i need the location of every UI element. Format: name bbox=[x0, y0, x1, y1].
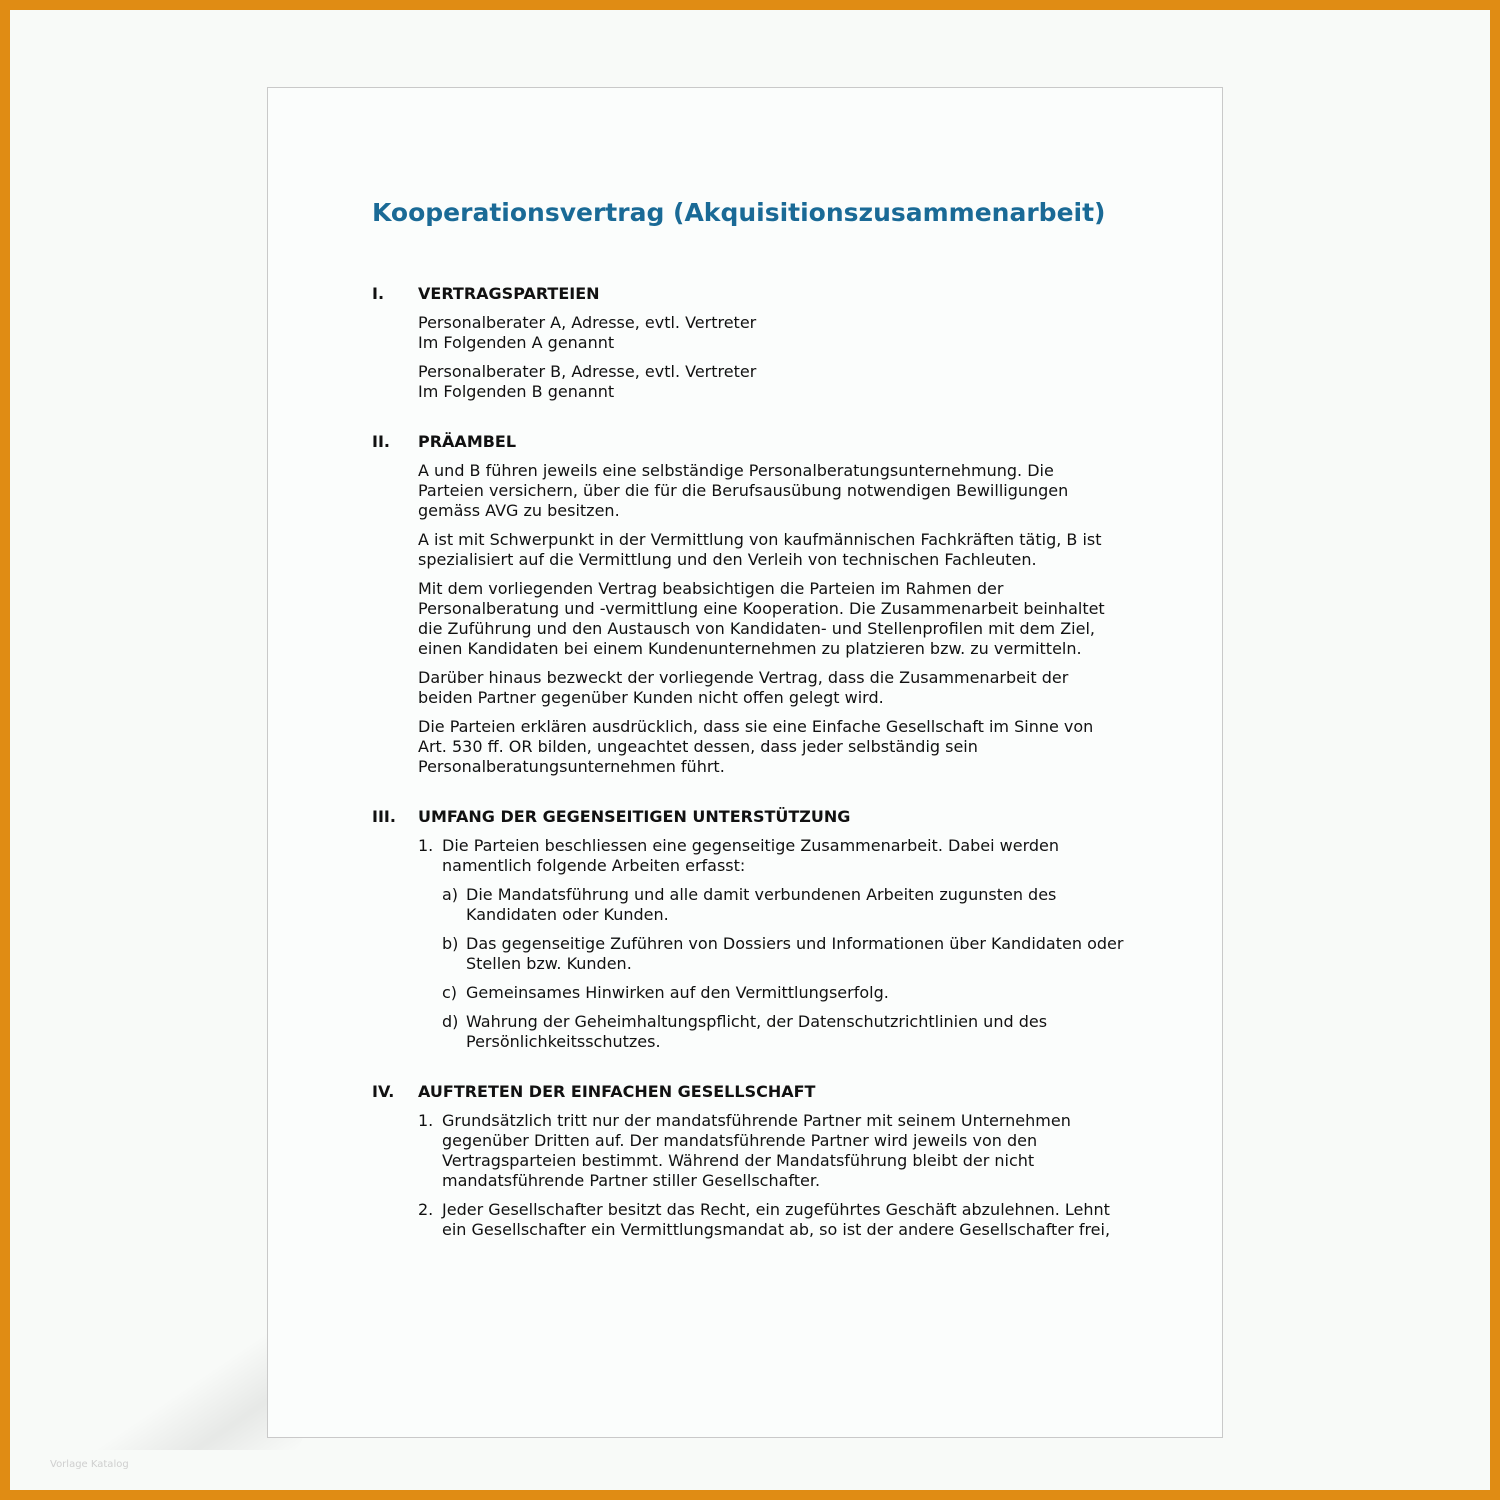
text-line: spezialisiert auf die Vermittlung und den Verleih von technischen Fachleuten. bbox=[418, 550, 1037, 569]
section-number: I. bbox=[372, 284, 385, 303]
text-line: Personalberatungsunternehmen führt. bbox=[418, 757, 725, 776]
section-number: IV. bbox=[372, 1082, 395, 1101]
text-line: Personalberater B, Adresse, evtl. Vertreter bbox=[418, 362, 757, 381]
item-text bbox=[442, 836, 1059, 876]
item-number: 2. bbox=[418, 1200, 434, 1219]
text-line: Kandidaten oder Kunden. bbox=[466, 905, 669, 924]
lettered-item bbox=[442, 1012, 1162, 1052]
text-line: Die Mandatsführung und alle damit verbundenen Arbeiten zugunsten des bbox=[466, 885, 1057, 904]
text-line: Das gegenseitige Zuführen von Dossiers und Informationen über Kandidaten oder bbox=[466, 934, 1124, 953]
text-line: Mit dem vorliegenden Vertrag beabsichtigen die Parteien im Rahmen der bbox=[418, 579, 1004, 598]
text-line: Personalberatung und -vermittlung eine Kooperation. Die Zusammenarbeit beinhaltet bbox=[418, 599, 1105, 618]
text-line: Gemeinsames Hinwirken auf den Vermittlungserfolg. bbox=[466, 983, 889, 1002]
section-vertragsparteien bbox=[372, 284, 1162, 402]
text-line: gegenüber Dritten auf. Der mandatsführende Partner wird jeweils von den bbox=[442, 1131, 1038, 1150]
section-heading bbox=[372, 284, 1162, 304]
item-text bbox=[466, 885, 1056, 925]
section-praeambel bbox=[372, 432, 1162, 777]
paragraph bbox=[418, 362, 1162, 402]
document-page bbox=[267, 87, 1223, 1438]
watermark: Vorlage Katalog bbox=[50, 1459, 129, 1470]
text-line: Im Folgenden A genannt bbox=[418, 333, 615, 352]
item-text bbox=[466, 934, 1123, 974]
item-number: 1. bbox=[418, 836, 434, 855]
text-line: mandatsführende Partner stiller Gesellschafter. bbox=[442, 1171, 821, 1190]
paragraph bbox=[418, 530, 1162, 570]
paragraph bbox=[418, 461, 1162, 521]
item-letter: d) bbox=[442, 1012, 459, 1031]
text-line: A und B führen jeweils eine selbständige Personalberatungsunternehmung. Die bbox=[418, 461, 1054, 480]
text-line: Wahrung der Geheimhaltungspflicht, der Datenschutzrichtlinien und des bbox=[466, 1012, 1048, 1031]
text-line: Persönlichkeitsschutzes. bbox=[466, 1032, 661, 1051]
text-line: gemäss AVG zu besitzen. bbox=[418, 501, 620, 520]
item-number: 1. bbox=[418, 1111, 434, 1130]
item-text bbox=[442, 1200, 1110, 1240]
lettered-item bbox=[442, 885, 1162, 925]
section-number: III. bbox=[372, 807, 396, 826]
item-text bbox=[442, 1111, 1071, 1191]
text-line: Die Parteien erklären ausdrücklich, dass sie eine Einfache Gesellschaft im Sinne von bbox=[418, 717, 1094, 736]
text-line: Darüber hinaus bezweckt der vorliegende Vertrag, dass die Zusammenarbeit der bbox=[418, 668, 1069, 687]
item-text bbox=[466, 1012, 1047, 1052]
section-umfang bbox=[372, 807, 1162, 1052]
text-line: die Zuführung und den Austausch von Kandidaten- und Stellenprofilen mit dem Ziel, bbox=[418, 619, 1095, 638]
section-title: UMFANG DER GEGENSEITIGEN UNTERSTÜTZUNG bbox=[418, 807, 851, 826]
text-line: Grundsätzlich tritt nur der mandatsführende Partner mit seinem Unternehmen bbox=[442, 1111, 1071, 1130]
text-line: Art. 530 ff. OR bilden, ungeachtet dessen, dass jeder selbständig sein bbox=[418, 737, 978, 756]
section-heading bbox=[372, 807, 1162, 827]
section-title: VERTRAGSPARTEIEN bbox=[418, 284, 600, 303]
item-letter: c) bbox=[442, 983, 458, 1002]
text-line: A ist mit Schwerpunkt in der Vermittlung von kaufmännischen Fachkräften tätig, B ist bbox=[418, 530, 1102, 549]
document-content bbox=[372, 198, 1162, 1270]
lettered-item bbox=[442, 934, 1162, 974]
text-line: Personalberater A, Adresse, evtl. Vertreter bbox=[418, 313, 757, 332]
paragraph bbox=[418, 579, 1162, 659]
text-line: einen Kandidaten bei einem Kundenunternehmen zu platzieren bzw. zu vermitteln. bbox=[418, 639, 1082, 658]
document-title: Kooperationsvertrag (Akquisitionszusammenarbeit) bbox=[372, 198, 1106, 227]
numbered-item bbox=[418, 836, 1162, 876]
paragraph bbox=[418, 717, 1162, 777]
section-heading bbox=[372, 432, 1162, 452]
lettered-item bbox=[442, 983, 1162, 1003]
item-text bbox=[466, 983, 889, 1003]
numbered-item bbox=[418, 1200, 1162, 1240]
section-number: II. bbox=[372, 432, 390, 451]
text-line: Die Parteien beschliessen eine gegenseitige Zusammenarbeit. Dabei werden bbox=[442, 836, 1060, 855]
text-line: beiden Partner gegenüber Kunden nicht offen gelegt wird. bbox=[418, 688, 884, 707]
section-heading bbox=[372, 1082, 1162, 1102]
numbered-item bbox=[418, 1111, 1162, 1191]
section-title: PRÄAMBEL bbox=[418, 432, 517, 451]
section-auftreten bbox=[372, 1082, 1162, 1240]
text-line: Jeder Gesellschafter besitzt das Recht, ein zugeführtes Geschäft abzulehnen. Lehnt bbox=[442, 1200, 1110, 1219]
section-title: AUFTRETEN DER EINFACHEN GESELLSCHAFT bbox=[418, 1082, 816, 1101]
text-line: Parteien versichern, über die für die Berufsausübung notwendigen Bewilligungen bbox=[418, 481, 1069, 500]
paragraph bbox=[418, 313, 1162, 353]
text-line: Vertragsparteien bestimmt. Während der Mandatsführung bleibt der nicht bbox=[442, 1151, 1035, 1170]
text-line: Stellen bzw. Kunden. bbox=[466, 954, 632, 973]
text-line: ein Gesellschafter ein Vermittlungsmandat ab, so ist der andere Gesellschafter frei, bbox=[442, 1220, 1111, 1239]
item-letter: a) bbox=[442, 885, 459, 904]
paragraph bbox=[418, 668, 1162, 708]
item-letter: b) bbox=[442, 934, 459, 953]
text-line: Im Folgenden B genannt bbox=[418, 382, 615, 401]
text-line: namentlich folgende Arbeiten erfasst: bbox=[442, 856, 746, 875]
